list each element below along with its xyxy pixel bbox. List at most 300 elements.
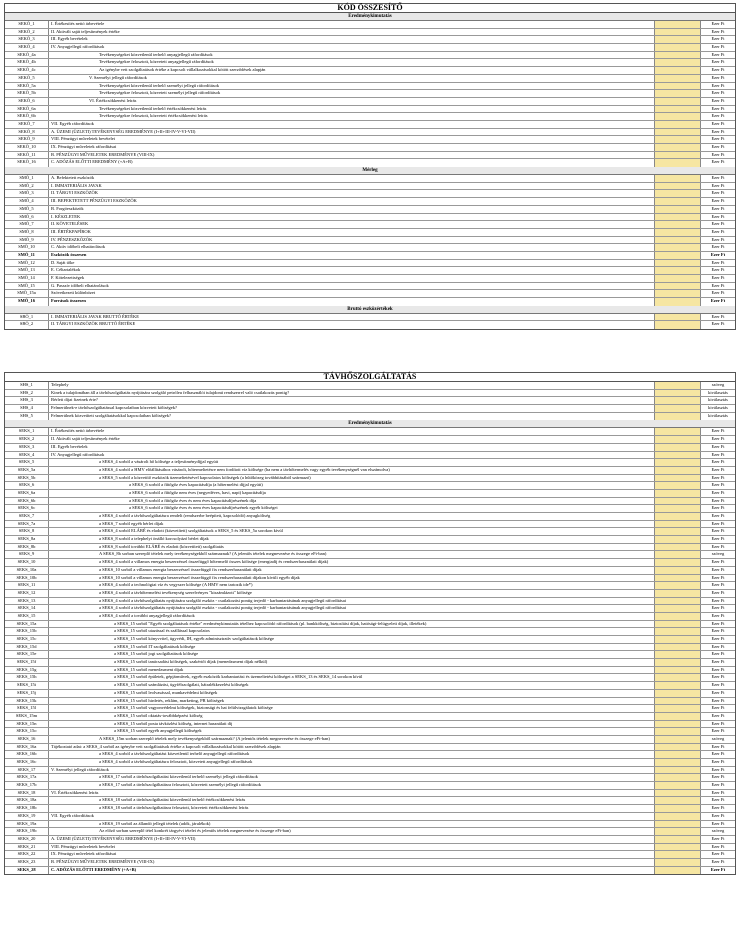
row-description: a SEKS_7 sorból egyéb bérlet díjak xyxy=(49,521,655,528)
table-row xyxy=(5,867,735,875)
value-input-cell[interactable] xyxy=(655,214,701,221)
value-input-cell[interactable] xyxy=(655,690,701,697)
row-description: B. PÉNZÜGYI MŰVELETEK EREDMÉNYE (VIII-IX) xyxy=(49,859,655,866)
value-input-cell[interactable] xyxy=(655,397,701,404)
table-row xyxy=(5,828,735,836)
value-input-cell[interactable] xyxy=(655,513,701,520)
row-unit: Ezer Ft xyxy=(711,643,725,649)
value-input-cell[interactable] xyxy=(655,567,701,574)
value-input-cell[interactable] xyxy=(655,821,701,828)
table-row xyxy=(5,198,735,206)
row-code: SHS_1 xyxy=(5,382,49,389)
row-code: SEKS_18 xyxy=(5,790,49,797)
table-row xyxy=(5,175,735,183)
table-row xyxy=(5,428,735,436)
row-code: SEKS_18b xyxy=(5,805,49,812)
row-description: Tevékenységeket közvetlenül terhelő személyi jellegű ráfordítások xyxy=(49,83,655,90)
row-code: SEKS_7 xyxy=(5,513,49,520)
value-input-cell[interactable] xyxy=(655,598,701,605)
table-row xyxy=(5,206,735,214)
row-code: SMÖ_16 xyxy=(5,298,49,306)
value-input-cell[interactable] xyxy=(655,390,701,397)
row-code: SEKÖ_10 xyxy=(5,144,49,151)
row-description: a SEKS_15 sorból könyvvitel, ügyvédi, IH, egyéb adminisztratív szolgáltatások költsége xyxy=(49,636,655,643)
value-input-cell[interactable] xyxy=(655,29,701,36)
value-input-cell[interactable] xyxy=(655,713,701,720)
value-input-cell[interactable] xyxy=(655,667,701,674)
value-input-cell[interactable] xyxy=(655,490,701,497)
brutto-header: Bruttó eszközértékek xyxy=(5,306,735,314)
row-unit: Ezer Ft xyxy=(711,321,725,327)
row-description: I. Értékesítés nettó árbevétele xyxy=(49,21,655,28)
value-input-cell[interactable] xyxy=(655,482,701,489)
row-unit: Ezer Ft xyxy=(711,213,725,219)
value-input-cell[interactable] xyxy=(655,674,701,681)
value-input-cell[interactable] xyxy=(655,521,701,528)
row-description: a SEKS_15 sorból számlázási, ügyfélszolgálati, hátralékkezelési költségek xyxy=(49,682,655,689)
row-unit: Ezer Ft xyxy=(711,805,725,811)
table-row xyxy=(5,67,735,75)
row-description: A SEKS_8b sorban szereplő tételek mely tevékenységekből származnak? (A jelentős tételek megnevezése és összege eFt-ban) xyxy=(49,551,655,558)
row-code: SEKS_13 xyxy=(5,598,49,605)
row-code: SEKÖ_4a xyxy=(5,52,49,59)
row-unit: Ezer Ft xyxy=(711,497,725,503)
value-input-cell[interactable] xyxy=(655,67,701,74)
tavho-info-rows xyxy=(5,382,735,420)
value-input-cell[interactable] xyxy=(655,844,701,851)
value-input-cell[interactable] xyxy=(655,575,701,582)
row-description: Tevékenységeket közvetlenül terhelő anyagjellegű ráfordítások xyxy=(49,52,655,59)
row-description: a SEKS_4 sorból a távhőszolgáltatás nyújtására szolgáló eszköz - csatlakozási pontig terjedő - karbantartásának anyagjellegű ráfordításai xyxy=(49,598,655,605)
row-description: A. ÜZEMI (ÜZLETI) TEVÉKENYSÉG EREDMÉNYE (I+II+III-IV-V-VI-VII) xyxy=(49,836,655,843)
row-code: SMÖ_5 xyxy=(5,206,49,213)
row-code: SEKÖ_8 xyxy=(5,129,49,136)
value-input-cell[interactable] xyxy=(655,797,701,804)
value-input-cell[interactable] xyxy=(655,782,701,789)
value-input-cell[interactable] xyxy=(655,705,701,712)
table-row xyxy=(5,190,735,198)
row-unit: Ezer Ft xyxy=(711,605,725,611)
row-code: SMÖ_1 xyxy=(5,175,49,182)
row-unit: Ezer Ft xyxy=(711,151,725,157)
table-row xyxy=(5,106,735,114)
table-row xyxy=(5,90,735,98)
value-input-cell[interactable] xyxy=(655,382,701,389)
value-input-cell[interactable] xyxy=(655,551,701,558)
table-row xyxy=(5,859,735,867)
value-input-cell[interactable] xyxy=(655,459,701,466)
value-input-cell[interactable] xyxy=(655,98,701,105)
table-row xyxy=(5,528,735,536)
row-code: SMÖ_7 xyxy=(5,221,49,228)
row-unit: kiválasztás xyxy=(708,412,728,418)
value-input-cell[interactable] xyxy=(655,759,701,766)
row-description: VI. Értékcsökkenési leírás xyxy=(49,790,655,797)
value-input-cell[interactable] xyxy=(655,528,701,535)
row-code: SMÖ_8 xyxy=(5,229,49,236)
value-input-cell[interactable] xyxy=(655,229,701,236)
value-input-cell[interactable] xyxy=(655,851,701,858)
table-row xyxy=(5,651,735,659)
value-input-cell[interactable] xyxy=(655,790,701,797)
row-description: C. Aktív időbeli elhatárolások xyxy=(49,244,655,251)
row-unit: Ezer Ft xyxy=(711,182,725,188)
table-row xyxy=(5,544,735,552)
value-input-cell[interactable] xyxy=(655,175,701,182)
row-unit: Ezer Ft xyxy=(711,190,725,196)
value-input-cell[interactable] xyxy=(655,190,701,197)
value-input-cell[interactable] xyxy=(655,106,701,113)
table-row xyxy=(5,75,735,83)
row-code: SEKÖ_5a xyxy=(5,83,49,90)
row-description: a SEKS_4 sorból a villamos energia beszerzéssel összefüggő hőtermelő összes költsége (energiadíj és rendszerhasználati díjak) xyxy=(49,559,655,566)
table-row xyxy=(5,667,735,675)
row-description: a SEKS_6 sorból a fűtőgőz éves és nem éves kapacitásdíjrészének egyéb költségei xyxy=(49,505,655,512)
row-description: a SEKS_18 sorból a távhőszolgáltatást közvetlenül terhelő értékcsökkenési leírás xyxy=(49,797,655,804)
row-unit: Ezer Ft xyxy=(711,597,725,603)
value-input-cell[interactable] xyxy=(655,198,701,205)
value-input-cell[interactable] xyxy=(655,21,701,28)
row-unit: Ezer Ft xyxy=(711,90,725,96)
value-input-cell[interactable] xyxy=(655,767,701,774)
row-code: SEKS_4 xyxy=(5,452,49,459)
table-row xyxy=(5,759,735,767)
value-input-cell[interactable] xyxy=(655,498,701,505)
row-unit: Ezer Ft xyxy=(711,559,725,565)
value-input-cell[interactable] xyxy=(655,136,701,143)
row-description: a SEKS_15 sorból leolvasással, munkavédelmi költségek xyxy=(49,690,655,697)
row-code: SEKS_10b xyxy=(5,575,49,582)
row-unit: Ezer Ft xyxy=(711,44,725,50)
row-unit: Ezer Ft xyxy=(711,275,725,280)
value-input-cell[interactable] xyxy=(655,628,701,635)
row-unit: Ezer Ft xyxy=(711,228,725,234)
kod-merleg-rows xyxy=(5,175,735,306)
value-input-cell[interactable] xyxy=(655,260,701,267)
row-description: a SEKS_4 sorból a vásárolt hő költsége a teljesítménydíjjal együtt xyxy=(49,459,655,466)
value-input-cell[interactable] xyxy=(655,659,701,666)
row-unit: Ezer Ft xyxy=(711,175,725,181)
table-row xyxy=(5,598,735,606)
tavho-eredmenykimutatas-header: Eredménykimutatás xyxy=(5,420,735,428)
table-row xyxy=(5,713,735,721)
value-input-cell[interactable] xyxy=(655,774,701,781)
table-row xyxy=(5,782,735,790)
table-row xyxy=(5,774,735,782)
table-row xyxy=(5,682,735,690)
row-unit: Ezer Ft xyxy=(711,843,725,849)
value-input-cell[interactable] xyxy=(655,605,701,612)
row-description: Bérleti díjat fizetnek érte? xyxy=(49,397,655,404)
row-code: SEKS_16a xyxy=(5,744,49,751)
value-input-cell[interactable] xyxy=(655,44,701,51)
table-row xyxy=(5,83,735,91)
table-row xyxy=(5,21,735,29)
table-row xyxy=(5,221,735,229)
value-input-cell[interactable] xyxy=(655,859,701,866)
table-row xyxy=(5,698,735,706)
value-input-cell[interactable] xyxy=(655,444,701,451)
row-unit: Ezer Ft xyxy=(711,51,725,57)
row-description: a SEKS_10 sorból a villamos energia beszerzéssel összefüggő fix rendszerhasználati díjak xyxy=(49,567,655,574)
row-unit: Ezer Ft xyxy=(711,574,725,580)
table-row xyxy=(5,797,735,805)
table-row xyxy=(5,674,735,682)
row-description: a SEKS_4 sorból a technológiai víz és vegyszer költsége (A HMV nem tartozik ide*) xyxy=(49,582,655,589)
row-code: SEKS_21 xyxy=(5,844,49,851)
kod-osszesito-table xyxy=(4,3,736,330)
value-input-cell[interactable] xyxy=(655,413,701,421)
row-unit: Ezer Ft xyxy=(711,244,725,250)
row-unit: Ezer Ft xyxy=(711,651,725,657)
row-description: C. ADÓZÁS ELŐTTI EREDMÉNY (+A+B) xyxy=(49,159,655,167)
row-unit: Ezer Ft xyxy=(711,697,725,703)
table-row xyxy=(5,575,735,583)
row-unit: Ezer Ft xyxy=(711,159,725,165)
row-code: SEKS_15a xyxy=(5,621,49,628)
value-input-cell[interactable] xyxy=(655,275,701,282)
value-input-cell[interactable] xyxy=(655,505,701,512)
value-input-cell[interactable] xyxy=(655,475,701,482)
value-input-cell[interactable] xyxy=(655,298,701,306)
value-input-cell[interactable] xyxy=(655,59,701,66)
table-row xyxy=(5,513,735,521)
value-input-cell[interactable] xyxy=(655,805,701,812)
row-code: SEKS_19a xyxy=(5,821,49,828)
row-code: SEKS_3 xyxy=(5,444,49,451)
tavhoszolgaltatas-table xyxy=(4,372,736,875)
row-description: a SEKS_17 sorból a távhőszolgáltatást közvetlenül terhelő személyi jellegű ráfordítások xyxy=(49,774,655,781)
value-input-cell[interactable] xyxy=(655,283,701,290)
row-description: IX. Pénzügyi műveletek ráfordításai xyxy=(49,851,655,858)
value-input-cell[interactable] xyxy=(655,206,701,213)
row-description: a SEKS_4 sorból a HMV előállításához vásárolt, hőtermeltetésre nem fordított víz költsége (ha nem a távhőtermelés vagy egyéb tevékenységnél van elszámolva) xyxy=(49,467,655,474)
row-description: VIII. Pénzügyi műveletek bevételei xyxy=(49,136,655,143)
value-input-cell[interactable] xyxy=(655,467,701,474)
row-description: a SEKS_6 sorból a fűtőgőz nem éves (negyedéves, havi, napi) kapacitásdíja xyxy=(49,490,655,497)
row-description: Tájékoztató adat: a SEKS_4 sorból az igénybe vett szolgáltatások értéke a kapcsolt vállalkozásokkal kötött szerződések alapján xyxy=(49,744,655,751)
row-description: Tevékenységekre felosztott, közvetett anyagjellegű ráfordítások xyxy=(49,59,655,66)
row-code: SEKÖ_4 xyxy=(5,44,49,51)
value-input-cell[interactable] xyxy=(655,183,701,190)
value-input-cell[interactable] xyxy=(655,405,701,412)
value-input-cell[interactable] xyxy=(655,744,701,751)
row-code: SEKS_16b xyxy=(5,751,49,758)
table-row xyxy=(5,767,735,775)
row-code: SEKS_15n xyxy=(5,721,49,728)
row-code: SEKÖ_4c xyxy=(5,67,49,74)
row-unit: Ezer Ft xyxy=(711,751,725,757)
value-input-cell[interactable] xyxy=(655,113,701,120)
value-input-cell[interactable] xyxy=(655,544,701,551)
row-unit: Ezer Ft xyxy=(711,489,725,495)
value-input-cell[interactable] xyxy=(655,613,701,620)
row-code: SMÖ_10 xyxy=(5,244,49,251)
row-unit: Ezer Ft xyxy=(711,682,725,688)
row-code: SEKS_1 xyxy=(5,428,49,435)
row-unit: Ezer Ft xyxy=(711,659,725,665)
row-unit: Ezer Ft xyxy=(711,759,725,764)
row-description: Telephely xyxy=(49,382,655,389)
value-input-cell[interactable] xyxy=(655,314,701,321)
value-input-cell[interactable] xyxy=(655,836,701,843)
value-input-cell[interactable] xyxy=(655,129,701,136)
row-unit: Ezer Ft xyxy=(710,866,726,872)
table-row xyxy=(5,129,735,137)
row-unit: Ezer Ft xyxy=(711,812,725,818)
row-code: SEKS_14 xyxy=(5,605,49,612)
value-input-cell[interactable] xyxy=(655,536,701,543)
value-input-cell[interactable] xyxy=(655,452,701,459)
value-input-cell[interactable] xyxy=(655,152,701,159)
value-input-cell[interactable] xyxy=(655,651,701,658)
row-description: G. Passzív időbeli elhatárolások xyxy=(49,283,655,290)
value-input-cell[interactable] xyxy=(655,159,701,167)
value-input-cell[interactable] xyxy=(655,52,701,59)
row-unit: Ezer Ft xyxy=(711,105,725,111)
row-code: SEKÖ_6a xyxy=(5,106,49,113)
value-input-cell[interactable] xyxy=(655,436,701,443)
value-input-cell[interactable] xyxy=(655,221,701,228)
value-input-cell[interactable] xyxy=(655,244,701,251)
row-description: Kinek a tulajdonában áll a távhőszolgáltatás nyújtására szolgáló petróleu felhasználói tulajdonú rendszerrel való csatlakozás pontig? xyxy=(49,390,655,397)
table-row xyxy=(5,705,735,713)
table-row xyxy=(5,728,735,736)
row-unit: Ezer Ft xyxy=(711,820,725,826)
row-code: SEKÖ_9 xyxy=(5,136,49,143)
value-input-cell[interactable] xyxy=(655,83,701,90)
table-row xyxy=(5,314,735,322)
value-input-cell[interactable] xyxy=(655,252,701,259)
row-unit: Ezer Ft xyxy=(711,113,725,119)
value-input-cell[interactable] xyxy=(655,321,701,329)
row-description: Az igénybe vett szolgáltatások értéke a kapcsolt vállalkozásokkal kötött szerződések alapján xyxy=(49,67,655,74)
table-row xyxy=(5,628,735,636)
value-input-cell[interactable] xyxy=(655,237,701,244)
table-row xyxy=(5,536,735,544)
table-row xyxy=(5,467,735,475)
row-unit: Ezer Ft xyxy=(711,612,725,618)
value-input-cell[interactable] xyxy=(655,428,701,435)
row-unit: Ezer Ft xyxy=(711,259,725,265)
row-description: a SEKS_6 sorból a fűtőgőz éves és nem éves kapacitásdíjrészének díja xyxy=(49,498,655,505)
value-input-cell[interactable] xyxy=(655,682,701,689)
row-code: SMÖ_14 xyxy=(5,275,49,282)
row-description: Felmerülnek-e távhőszolgáltatással kapcsolatban közvetett költségek? xyxy=(49,405,655,412)
row-description: a SEKS_4 sorból ELÁBÉ és eladott (közvetített) szolgáltatások a SEKS_5 és SEKS_5a sorokon kívül xyxy=(49,528,655,535)
row-description: B. Forgóeszközök xyxy=(49,206,655,213)
value-input-cell[interactable] xyxy=(655,75,701,82)
row-code: SEKS_15c xyxy=(5,636,49,643)
row-unit: Ezer Ft xyxy=(711,144,725,149)
row-code: SMÖ_11 xyxy=(5,252,49,259)
value-input-cell[interactable] xyxy=(655,813,701,820)
row-code: SEKS_16 xyxy=(5,736,49,743)
row-unit: Ezer Ft xyxy=(711,582,725,588)
table-row xyxy=(5,382,735,390)
row-code: SEKÖ_2 xyxy=(5,29,49,36)
row-description: a SEKS_5 sorból a közvetítő eszközök üzemeltetésével kapcsolatos költségek (a hűtőközeg továbbításából származó) xyxy=(49,475,655,482)
row-unit: Ezer Ft xyxy=(711,835,725,841)
row-code: SMÖ_2 xyxy=(5,183,49,190)
table-row xyxy=(5,36,735,44)
table-row xyxy=(5,121,735,129)
row-unit: Ezer Ft xyxy=(711,466,725,472)
value-input-cell[interactable] xyxy=(655,867,701,875)
row-code: SMÖ_6 xyxy=(5,214,49,221)
row-unit: Ezer Ft xyxy=(711,459,725,465)
row-description: B. PÉNZÜGYI MŰVELETEK EREDMÉNYE (VIII-IX) xyxy=(49,152,655,159)
row-description: a SEKS_15 sorból vagyonvédelmi költségek, biztonsági és hat felülvizsgálatok költsége xyxy=(49,705,655,712)
value-input-cell[interactable] xyxy=(655,644,701,651)
row-unit: Ezer Ft xyxy=(711,290,725,296)
table-row xyxy=(5,159,735,167)
value-input-cell[interactable] xyxy=(655,144,701,151)
row-code: SMÖ_3 xyxy=(5,190,49,197)
value-input-cell[interactable] xyxy=(655,121,701,128)
value-input-cell[interactable] xyxy=(655,621,701,628)
row-unit: Ezer Ft xyxy=(711,513,725,518)
value-input-cell[interactable] xyxy=(655,590,701,597)
row-unit: Ezer Ft xyxy=(711,774,725,780)
row-description: III. Egyéb bevételek xyxy=(49,36,655,43)
value-input-cell[interactable] xyxy=(655,290,701,297)
table-row xyxy=(5,321,735,329)
table-row xyxy=(5,52,735,60)
table-row xyxy=(5,260,735,268)
row-description: II. TÁRGYI ESZKÖZÖK BRUTTÓ ÉRTÉKE xyxy=(49,321,655,329)
row-unit: Ezer Ft xyxy=(711,666,725,672)
table-row xyxy=(5,152,735,160)
value-input-cell[interactable] xyxy=(655,721,701,728)
row-unit: Ezer Ft xyxy=(711,566,725,572)
table-row xyxy=(5,275,735,283)
row-code: SEKÖ_7 xyxy=(5,121,49,128)
value-input-cell[interactable] xyxy=(655,559,701,566)
value-input-cell[interactable] xyxy=(655,90,701,97)
row-unit: Ezer Ft xyxy=(711,797,725,803)
row-unit: Ezer Ft xyxy=(711,128,725,134)
table-row xyxy=(5,482,735,490)
tavho-eredmeny-rows xyxy=(5,428,735,874)
row-code: SHS_3 xyxy=(5,397,49,404)
row-unit: Ezer Ft xyxy=(711,528,725,534)
kod-eredmeny-rows xyxy=(5,21,735,167)
value-input-cell[interactable] xyxy=(655,751,701,758)
row-code: SHS_2 xyxy=(5,390,49,397)
value-input-cell[interactable] xyxy=(655,36,701,43)
row-unit: Ezer Ft xyxy=(711,436,725,442)
row-code: SEKS_15d xyxy=(5,644,49,651)
value-input-cell[interactable] xyxy=(655,698,701,705)
row-description: a SEKS_15 sorból jogi szolgáltatások költsége xyxy=(49,651,655,658)
value-input-cell[interactable] xyxy=(655,828,701,835)
row-description: a SEKS_4 sorból a távhőszolgáltatásra felosztott, közvetett anyagjellegű ráfordítások xyxy=(49,759,655,766)
value-input-cell[interactable] xyxy=(655,636,701,643)
table-row xyxy=(5,459,735,467)
table-row xyxy=(5,244,735,252)
value-input-cell[interactable] xyxy=(655,267,701,274)
value-input-cell[interactable] xyxy=(655,582,701,589)
row-unit: Ezer Ft xyxy=(711,674,725,680)
row-unit: Ezer Ft xyxy=(711,628,725,634)
table-row xyxy=(5,636,735,644)
value-input-cell[interactable] xyxy=(655,736,701,743)
value-input-cell[interactable] xyxy=(655,728,701,735)
row-description: I. KÉSZLETEK xyxy=(49,214,655,221)
row-code: SEKS_20 xyxy=(5,836,49,843)
table-row xyxy=(5,298,735,306)
